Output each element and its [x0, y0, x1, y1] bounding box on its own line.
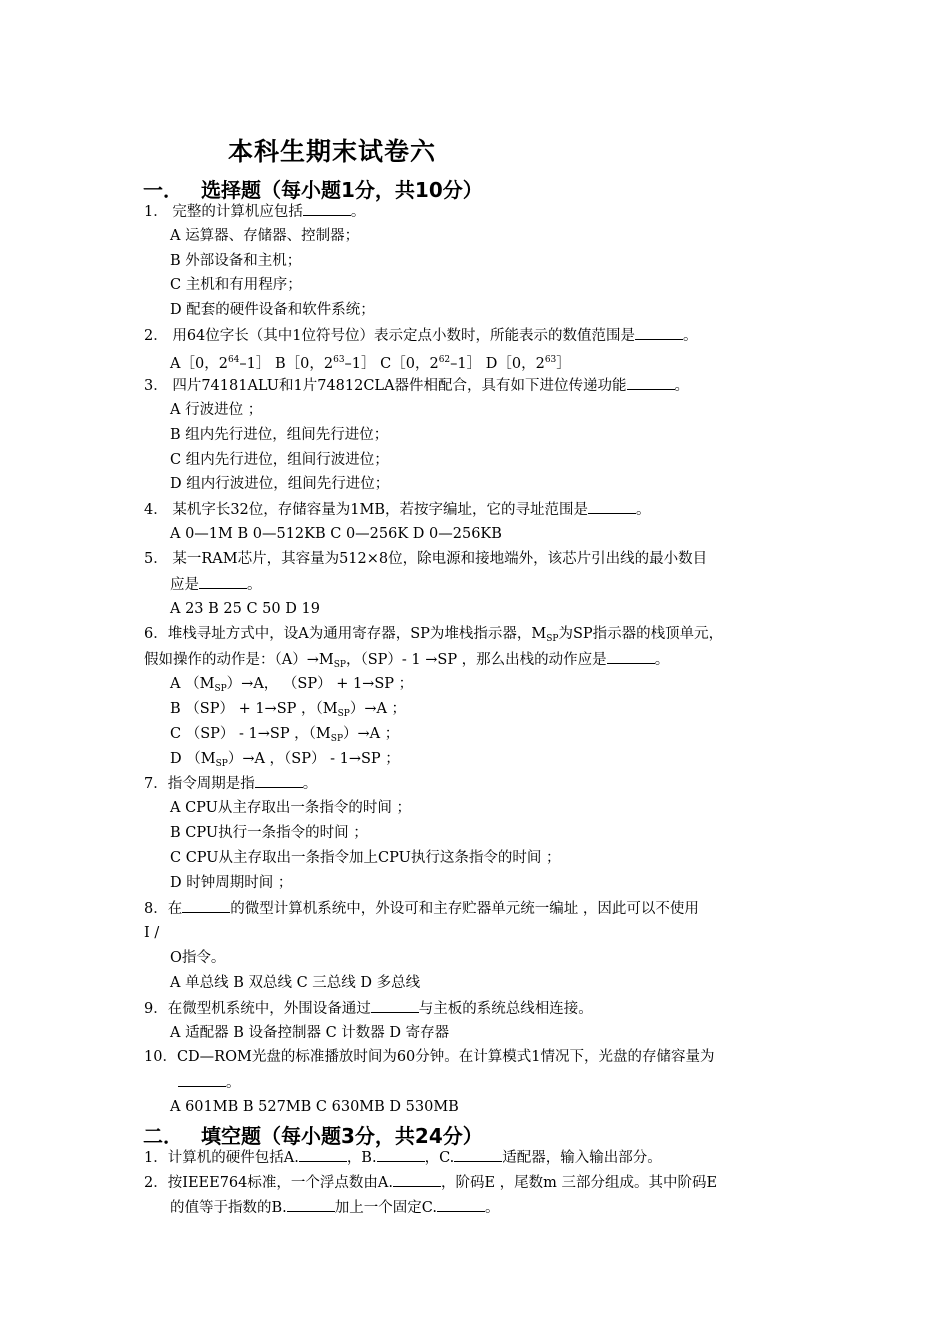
section-heading-choice — [143, 174, 483, 203]
question-text-b: ，B. — [346, 1150, 377, 1166]
question-text-c: ，C. — [424, 1150, 455, 1166]
question-end: 。 — [683, 328, 698, 344]
subscript: SP — [546, 634, 559, 644]
question-text: 应是 — [170, 577, 199, 593]
option-d — [170, 749, 400, 774]
q5-options: A 23 B 25 C 50 D 19 — [170, 601, 320, 617]
question-text: 7．指令周期是指 — [144, 776, 255, 792]
section-heading-fill — [143, 1120, 483, 1149]
question-7 — [144, 773, 317, 794]
question-end: 。 — [247, 577, 262, 593]
question-text: 6．堆栈寻址方式中，设A为通用寄存器，SP为堆栈指示器，M — [144, 626, 547, 642]
answer-blank — [299, 1147, 347, 1162]
question-text: 2． 用64位字长（其中1位符号位）表示定点小数时，所能表示的数值范围是 — [144, 328, 636, 344]
answer-blank — [635, 325, 683, 340]
question-text-d: 加上一个固定C. — [334, 1200, 437, 1216]
option-b — [170, 699, 406, 724]
question-8-cont: I / — [144, 925, 160, 941]
answer-blank — [303, 201, 351, 216]
question-6-cont — [144, 649, 669, 675]
exponent: 63 — [333, 355, 345, 365]
question-text-c: 的值等于指数的B. — [170, 1200, 287, 1216]
option-c-end: –1］ — [450, 356, 482, 372]
option-a: A CPU从主存取出一条指令的时间 ； — [170, 800, 412, 816]
question-text-cont: 与主板的系统总线相连接。 — [418, 1001, 593, 1017]
option-text-cont: ）→A ，（SP） - 1→SP ； — [227, 751, 400, 767]
question-end: 。 — [484, 1200, 500, 1216]
question-text: 8．在 — [144, 901, 183, 917]
subscript: SP — [215, 759, 228, 769]
question-text-cont: ，（SP）- 1 →SP ，那么出栈的动作应是 — [345, 652, 607, 668]
option-d: D 配套的硬件设备和软件系统； — [170, 302, 375, 318]
section-label: 填空题（每小题3分，共24分） — [201, 1124, 483, 1148]
option-a: A［0，2 — [170, 356, 228, 372]
question-end: 。 — [654, 652, 670, 668]
option-c — [170, 724, 399, 749]
answer-blank — [627, 375, 675, 390]
fill-question-2-cont — [170, 1197, 499, 1218]
option-text-cont: ）→A ； — [343, 726, 400, 742]
question-1 — [144, 201, 365, 222]
answer-blank — [255, 773, 303, 788]
question-9 — [144, 998, 593, 1019]
option-c: C 组内先行进位，组间行波进位； — [170, 452, 389, 468]
answer-blank — [199, 574, 247, 589]
question-8 — [144, 898, 699, 919]
question-end: 。 — [674, 378, 690, 394]
subscript: SP — [214, 684, 227, 694]
exponent: 64 — [227, 355, 240, 365]
option-c: C［0，2 — [380, 356, 439, 372]
subscript: SP — [337, 709, 350, 719]
question-text-d: 适配器，输入输出部分。 — [502, 1150, 662, 1166]
subscript: SP — [333, 660, 346, 670]
question-8-cont2: O指令。 — [170, 950, 226, 966]
exam-title: 本科生期末试卷六 — [228, 137, 437, 166]
question-end: 。 — [226, 1075, 241, 1091]
option-b-end: –1］ — [344, 356, 376, 372]
answer-blank — [377, 1147, 425, 1162]
option-c: C 主机和有用程序； — [170, 277, 302, 293]
option-b: B 外部设备和主机； — [170, 253, 302, 269]
question-5-cont — [170, 574, 262, 595]
question-10: 10．CD—ROM光盘的标准播放时间为60分钟。在计算模式1情况下，光盘的存储容量为 — [144, 1049, 715, 1065]
q9-options: A 适配器 B 设备控制器 C 计数器 D 寄存器 — [170, 1025, 450, 1041]
answer-blank — [393, 1172, 441, 1187]
question-end: 。 — [302, 776, 318, 792]
question-4 — [144, 499, 651, 520]
question-text-b: ，阶码E ，尾数m 三部分组成。其中阶码E — [440, 1175, 718, 1191]
exponent: 62 — [438, 355, 451, 365]
question-text: 1．计算机的硬件包括A. — [144, 1150, 299, 1166]
question-text: 3． 四片74181ALU和1片74812CLA器件相配合，具有如下进位传递功能 — [144, 378, 627, 394]
answer-blank — [182, 898, 230, 913]
option-text: A （M — [170, 676, 215, 692]
answer-blank — [371, 998, 419, 1013]
option-d: D［0，2 — [485, 356, 545, 372]
option-text: C （SP） - 1→SP ，（M — [170, 726, 331, 742]
option-text-cont: ）→A ； — [349, 701, 407, 717]
answer-blank — [454, 1147, 502, 1162]
question-text: 1． 完整的计算机应包括 — [144, 204, 303, 220]
question-text: 9．在微型机系统中，外围设备通过 — [144, 1001, 371, 1017]
question-text: 2．按IEEE764标准，一个浮点数由A. — [144, 1175, 393, 1191]
question-5: 5． 某一RAM芯片，其容量为512×8位，除电源和接地端外，该芯片引出线的最小数目 — [144, 551, 708, 567]
option-a: A 运算器、存储器、控制器； — [170, 228, 360, 244]
option-d: D 时钟周期时间 ； — [170, 875, 293, 891]
section-number: 一． — [143, 178, 183, 202]
option-b: B［0，2 — [274, 356, 334, 372]
fill-question-2 — [144, 1172, 717, 1193]
option-a-end: –1］ — [239, 356, 271, 372]
question-text-cont: 为SP指示器的栈顶单元， — [558, 626, 724, 642]
subscript: SP — [330, 734, 344, 744]
option-c: C CPU从主存取出一条指令加上CPU执行这条指令的时间 ； — [170, 850, 561, 866]
section-label: 选择题（每小题1分，共10分） — [201, 178, 483, 202]
option-a: A 行波进位 ； — [170, 402, 263, 418]
q4-options: A 0—1M B 0—512KB C 0—256K D 0—256KB — [170, 526, 502, 542]
option-a — [170, 674, 413, 699]
q10-options: A 601MB B 527MB C 630MB D 530MB — [170, 1099, 459, 1115]
question-10-cont — [178, 1072, 241, 1093]
option-d-end: ］ — [556, 356, 571, 372]
option-text: B （SP） + 1→SP ，（M — [170, 701, 338, 717]
fill-question-1 — [144, 1147, 662, 1168]
section-number: 二． — [143, 1124, 183, 1148]
answer-blank — [607, 649, 655, 664]
answer-blank — [437, 1197, 485, 1212]
answer-blank — [588, 499, 636, 514]
option-text: D （M — [170, 751, 216, 767]
question-text-cont: 的微型计算机系统中，外设可和主存贮器单元统一编址 ，因此可以不使用 — [230, 901, 699, 917]
option-d: D 组内行波进位，组间先行进位； — [170, 476, 390, 492]
question-text: 假如操作的动作是：（A）→M — [144, 652, 334, 668]
option-b: B 组内先行进位，组间先行进位； — [170, 427, 389, 443]
question-text: 4． 某机字长32位，存储容量为1MB，若按字编址，它的寻址范围是 — [144, 502, 589, 518]
question-end: 。 — [636, 502, 651, 518]
option-b: B CPU执行一条指令的时间 ； — [170, 825, 368, 841]
question-3 — [144, 375, 689, 396]
option-text-cont: ）→A， （SP） + 1→SP ； — [226, 676, 414, 692]
question-end: 。 — [350, 204, 366, 220]
q8-options: A 单总线 B 双总线 C 三总线 D 多总线 — [170, 975, 421, 991]
answer-blank — [287, 1197, 335, 1212]
question-2 — [144, 325, 698, 346]
question-6 — [144, 624, 723, 649]
answer-blank — [178, 1072, 226, 1087]
exponent: 63 — [544, 355, 557, 365]
q2-options — [170, 350, 571, 374]
